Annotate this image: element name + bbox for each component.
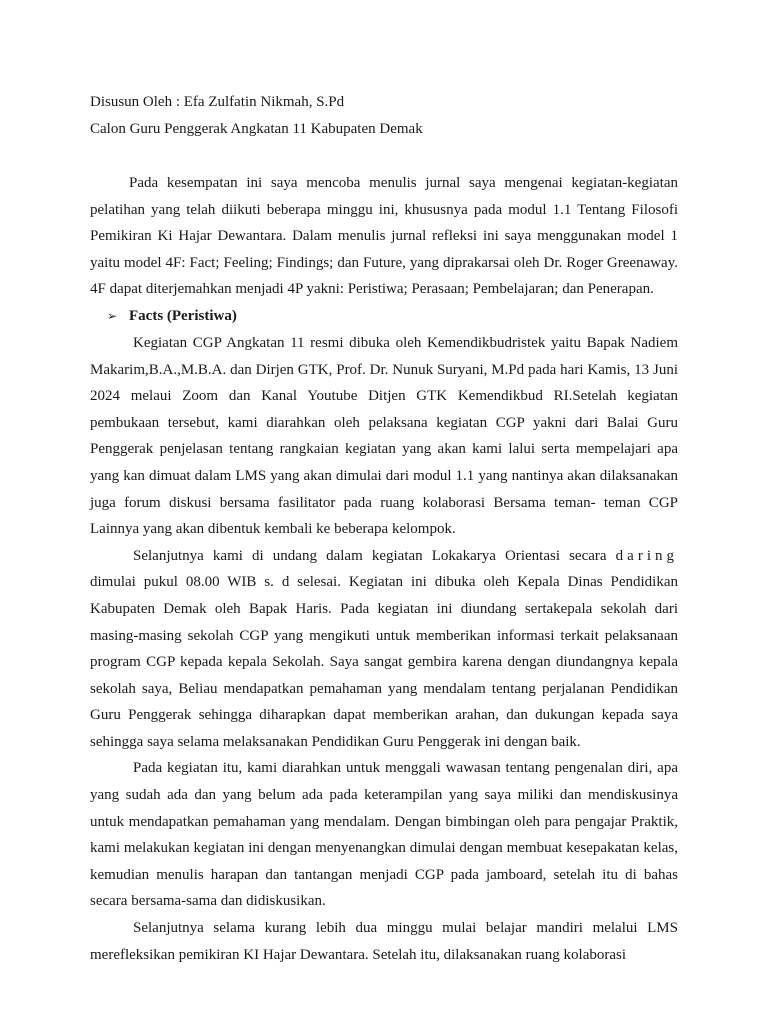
paragraph-2-text-end: dimulai pukul 08.00 WIB s. d selesai. Kegiatan ini dibuka oleh Kepala Dinas Pendidikan Kabupaten Demak oleh Bapak Haris. Pada kegiatan ini diundang sertakepala sekolah dari masing-masing sekolah CGP yang mengikuti untuk memberikan informasi terkait pelaksanaan program CGP kepada kepala Sekolah. Saya sangat gembira karena dengan diundangnya kepala sekolah saya, Beliau mendapatkan pemahaman yang mendalam tentang perjalanan Pendidikan Guru Penggerak sehingga diharapkan dapat memberikan arahan, dan dukungan kepada saya sehingga saya selama melaksanakan Pendidikan Guru Penggerak ini dengan baik. [90, 574, 678, 750]
intro-paragraph: Pada kesempatan ini saya mencoba menulis jurnal saya mengenai kegiatan-kegiatan pelatihan yang telah diikuti beberapa minggu ini, khususnya pada modul 1.1 Tentang Filosofi Pemikiran Ki Hajar Dewantara. Dalam menulis jurnal refleksi ini saya menggunakan model 1 yaitu model 4F: Fact; Feeling; Findings; dan Future, yang diprakarsai oleh Dr. Roger Greenaway. 4F dapat diterjemahkan menjadi 4P yakni: Peristiwa; Perasaan; Pembelajaran; dan Penerapan. [90, 175, 678, 298]
author-line: Disusun Oleh : Efa Zulfatin Nikmah, S.Pd [90, 94, 345, 110]
affiliation-line: Calon Guru Penggerak Angkatan 11 Kabupaten Demak [90, 121, 423, 137]
facts-paragraph-2 [90, 543, 678, 756]
document-page [90, 89, 678, 968]
paragraph-2-spaced-word: daring [615, 547, 678, 564]
facts-paragraph-1: Kegiatan CGP Angkatan 11 resmi dibuka oleh Kemendikbudristek yaitu Bapak Nadiem Makarim,B.A.,M.B.A. dan Dirjen GTK, Prof. Dr. Nunuk Suryani, M.Pd pada hari Kamis, 13 Juni 2024 melaui Zoom dan Kanal Youtube Ditjen GTK Kemendikbud RI.Setelah kegiatan pembukaan tersebut, kami diarahkan oleh pelaksana kegiatan CGP yakni dari Balai Guru Penggerak penjelasan tentang rangkaian kegiatan yang akan kami lalui serta mempelajari apa yang kan dimuat dalam LMS yang akan dimulai dari modul 1.1 yang nantinya akan dilaksanakan juga forum diskusi bersama fasilitator pada ruang kolaborasi Bersama teman- teman CGP Lainnya yang akan dibentuk kembali ke beberapa kelompok. [90, 334, 678, 538]
facts-paragraph-3: Pada kegiatan itu, kami diarahkan untuk menggali wawasan tentang pengenalan diri, apa yang sudah ada dan yang belum ada pada keterampilan yang saya miliki dan mendiskusinya untuk mendapatkan pemahaman yang mendalam. Dengan bimbingan oleh para pengajar Praktik, kami melakukan kegiatan ini dengan menyenangkan dimulai dengan membuat kesepakatan kelas, kemudian menulis harapan dan tantangan menjadi CGP pada jamboard, setelah itu di bahas secara bersama-sama dan didiskusikan. [90, 760, 678, 910]
section-heading-title: Facts (Peristiwa) [129, 307, 237, 324]
section-heading [90, 303, 678, 330]
paragraph-2-text-start: Selanjutnya kami di undang dalam kegiatan Lokakarya Orientasi secara [133, 547, 616, 564]
facts-paragraph-4: Selanjutnya selama kurang lebih dua minggu mulai belajar mandiri melalui LMS merefleksikan pemikiran KI Hajar Dewantara. Setelah itu, dilaksanakan ruang kolaborasi [90, 920, 678, 963]
arrow-bullet-icon: ➢ [107, 308, 118, 323]
blank-line [90, 143, 678, 170]
